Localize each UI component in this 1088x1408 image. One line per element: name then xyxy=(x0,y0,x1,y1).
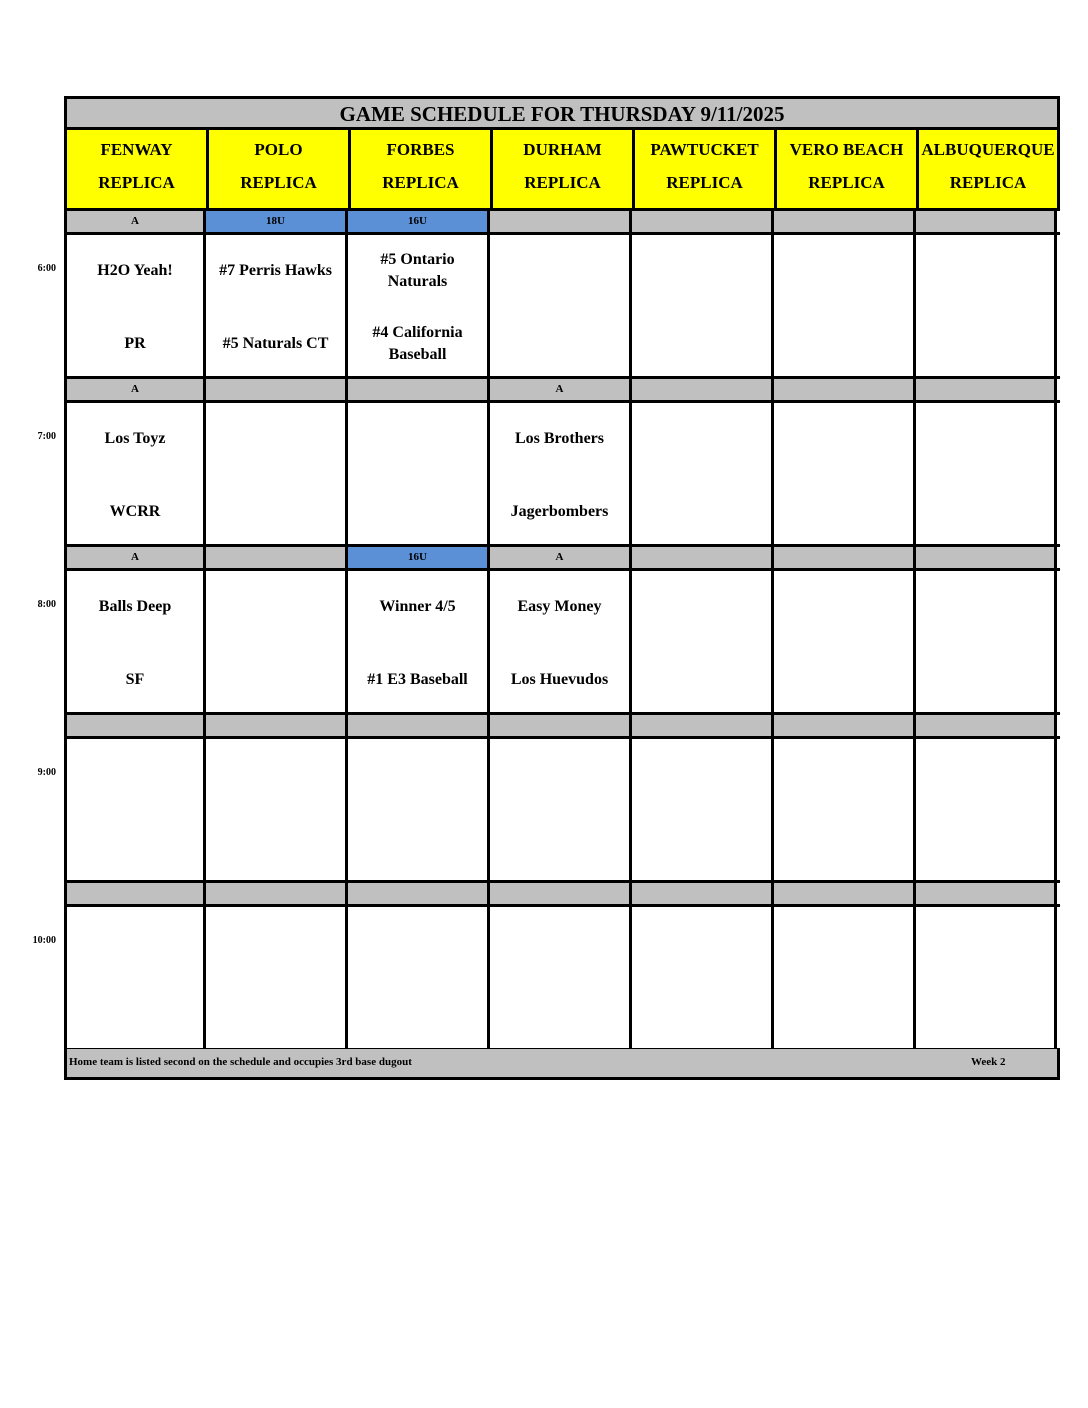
away-team: Winner 4/5 xyxy=(379,598,456,615)
away-team xyxy=(350,750,485,800)
game-cell xyxy=(206,235,348,376)
division-label xyxy=(774,379,916,400)
division-label xyxy=(348,883,490,904)
away-team xyxy=(918,246,1052,296)
game-cell xyxy=(774,571,916,712)
field-type: REPLICA xyxy=(240,173,317,192)
division-label xyxy=(206,715,348,736)
field-header xyxy=(632,127,774,211)
home-team xyxy=(350,991,485,1041)
field-name: FORBES xyxy=(386,140,455,159)
game-cell xyxy=(206,907,348,1048)
away-team xyxy=(208,918,343,968)
field-header xyxy=(348,127,490,211)
home-team xyxy=(208,487,343,537)
home-team xyxy=(492,319,627,369)
game-cell xyxy=(774,235,916,376)
game-cell xyxy=(632,739,774,880)
home-team xyxy=(776,991,911,1041)
home-team xyxy=(350,823,485,873)
division-label: 16U xyxy=(348,547,490,568)
game-cell xyxy=(206,403,348,544)
game-cell xyxy=(916,739,1057,880)
away-team xyxy=(776,246,911,296)
division-row xyxy=(64,379,1060,400)
division-label xyxy=(206,379,348,400)
time-label: 10:00 xyxy=(32,935,56,946)
game-cell xyxy=(490,403,632,544)
home-team xyxy=(634,655,769,705)
home-team xyxy=(776,823,911,873)
away-team xyxy=(634,918,769,968)
away-team xyxy=(69,918,201,968)
home-team xyxy=(208,991,343,1041)
away-team xyxy=(208,582,343,632)
game-cell xyxy=(916,235,1057,376)
division-label xyxy=(774,211,916,232)
away-team xyxy=(776,582,911,632)
home-team xyxy=(492,991,627,1041)
division-label xyxy=(916,379,1057,400)
division-row xyxy=(64,715,1060,736)
division-label xyxy=(348,715,490,736)
home-team xyxy=(634,991,769,1041)
schedule-title: GAME SCHEDULE FOR THURSDAY 9/11/2025 xyxy=(64,96,1060,127)
home-team: Los Huevudos xyxy=(510,671,609,688)
home-team xyxy=(69,991,201,1041)
home-team xyxy=(918,487,1052,537)
field-header xyxy=(64,127,206,211)
field-name: VERO BEACH xyxy=(789,140,904,159)
home-team: #1 E3 Baseball xyxy=(367,671,468,688)
game-cell xyxy=(490,571,632,712)
game-cell xyxy=(632,571,774,712)
division-label xyxy=(774,883,916,904)
home-team xyxy=(634,823,769,873)
time-label: 6:00 xyxy=(37,263,56,274)
division-label xyxy=(916,547,1057,568)
division-label: 16U xyxy=(348,211,490,232)
field-header xyxy=(490,127,632,211)
home-team xyxy=(918,319,1052,369)
division-label xyxy=(632,715,774,736)
division-label xyxy=(490,883,632,904)
division-label xyxy=(632,211,774,232)
game-cell xyxy=(348,571,490,712)
field-name: POLO xyxy=(254,140,303,159)
away-team xyxy=(634,582,769,632)
week-label: Week 2 xyxy=(971,1056,1006,1068)
away-team: Balls Deep xyxy=(98,598,172,615)
division-label: A xyxy=(67,547,206,568)
away-team xyxy=(776,414,911,464)
game-cell xyxy=(348,403,490,544)
division-label xyxy=(632,379,774,400)
home-team xyxy=(492,823,627,873)
division-row xyxy=(64,547,1060,568)
game-cell xyxy=(348,907,490,1048)
field-type: REPLICA xyxy=(949,173,1027,192)
away-team xyxy=(634,750,769,800)
game-cell xyxy=(348,739,490,880)
division-label xyxy=(916,715,1057,736)
game-cell xyxy=(916,403,1057,544)
home-team xyxy=(69,823,201,873)
field-name: PAWTUCKET xyxy=(650,140,759,159)
field-type: REPLICA xyxy=(524,173,601,192)
time-label: 8:00 xyxy=(37,599,56,610)
away-team xyxy=(918,582,1052,632)
game-cell xyxy=(67,739,206,880)
field-header xyxy=(774,127,916,211)
home-team xyxy=(350,487,485,537)
game-cell xyxy=(632,235,774,376)
home-team: #5 Naturals CT xyxy=(222,335,329,352)
game-cell xyxy=(67,571,206,712)
away-team xyxy=(492,246,627,296)
division-label xyxy=(774,547,916,568)
game-cell xyxy=(490,739,632,880)
division-label xyxy=(916,883,1057,904)
division-label xyxy=(632,883,774,904)
division-label xyxy=(916,211,1057,232)
division-label: A xyxy=(490,379,632,400)
time-label: 9:00 xyxy=(37,767,56,778)
field-type: REPLICA xyxy=(808,173,885,192)
game-cell xyxy=(67,907,206,1048)
game-cell xyxy=(348,235,490,376)
away-team xyxy=(918,750,1052,800)
away-team: Los Brothers xyxy=(514,430,605,447)
division-label: 18U xyxy=(206,211,348,232)
game-cell xyxy=(774,403,916,544)
field-header xyxy=(916,127,1060,211)
field-type: REPLICA xyxy=(666,173,743,192)
away-team xyxy=(492,918,627,968)
game-cell xyxy=(206,571,348,712)
away-team xyxy=(634,246,769,296)
away-team: #7 Perris Hawks xyxy=(219,262,332,279)
away-team xyxy=(69,750,201,800)
home-team xyxy=(918,991,1052,1041)
division-label: A xyxy=(67,379,206,400)
division-label xyxy=(67,715,206,736)
division-label xyxy=(348,379,490,400)
division-label xyxy=(206,883,348,904)
game-cell xyxy=(490,235,632,376)
away-team xyxy=(918,414,1052,464)
home-team: SF xyxy=(125,671,145,688)
home-team xyxy=(918,823,1052,873)
away-team xyxy=(776,750,911,800)
away-team xyxy=(776,918,911,968)
time-label: 7:00 xyxy=(37,431,56,442)
away-team xyxy=(918,918,1052,968)
home-team: WCRR xyxy=(109,503,161,520)
home-team xyxy=(776,319,911,369)
division-label: A xyxy=(67,211,206,232)
division-label xyxy=(490,211,632,232)
game-row xyxy=(64,400,1060,547)
division-label xyxy=(206,547,348,568)
home-team-note: Home team is listed second on the schedule and occupies 3rd base dugout xyxy=(69,1056,412,1068)
division-row xyxy=(64,883,1060,904)
game-cell xyxy=(490,907,632,1048)
game-cell xyxy=(67,235,206,376)
away-team xyxy=(350,414,485,464)
game-row xyxy=(64,904,1060,1051)
division-label xyxy=(632,547,774,568)
away-team xyxy=(208,414,343,464)
home-team: #4 California Baseball xyxy=(372,324,463,363)
home-team xyxy=(208,655,343,705)
game-row xyxy=(64,568,1060,715)
game-row xyxy=(64,736,1060,883)
division-label xyxy=(67,883,206,904)
home-team: PR xyxy=(124,335,146,352)
away-team: H2O Yeah! xyxy=(97,262,173,279)
game-cell xyxy=(916,907,1057,1048)
home-team: Jagerbombers xyxy=(510,503,609,520)
game-cell xyxy=(774,907,916,1048)
game-row xyxy=(64,232,1060,379)
away-team xyxy=(492,750,627,800)
game-cell xyxy=(67,403,206,544)
field-type: REPLICA xyxy=(98,173,175,192)
home-team xyxy=(208,823,343,873)
division-label: A xyxy=(490,547,632,568)
game-cell xyxy=(916,571,1057,712)
away-team: Los Toyz xyxy=(104,430,166,447)
away-team xyxy=(208,750,343,800)
division-label xyxy=(490,715,632,736)
field-type: REPLICA xyxy=(382,173,459,192)
home-team xyxy=(776,655,911,705)
field-name: ALBUQUERQUE xyxy=(921,140,1055,159)
field-header xyxy=(206,127,348,211)
field-name: DURHAM xyxy=(523,140,602,159)
schedule-footer xyxy=(64,1049,1060,1080)
away-team: #5 Ontario Naturals xyxy=(380,251,455,290)
field-name: FENWAY xyxy=(100,140,173,159)
division-label xyxy=(774,715,916,736)
game-cell xyxy=(632,403,774,544)
home-team xyxy=(634,319,769,369)
away-team xyxy=(634,414,769,464)
game-cell xyxy=(774,739,916,880)
game-cell xyxy=(206,739,348,880)
game-cell xyxy=(632,907,774,1048)
home-team xyxy=(918,655,1052,705)
away-team xyxy=(350,918,485,968)
home-team xyxy=(634,487,769,537)
home-team xyxy=(776,487,911,537)
division-row xyxy=(64,211,1060,232)
field-header-row xyxy=(64,127,1060,211)
away-team: Easy Money xyxy=(517,598,602,615)
